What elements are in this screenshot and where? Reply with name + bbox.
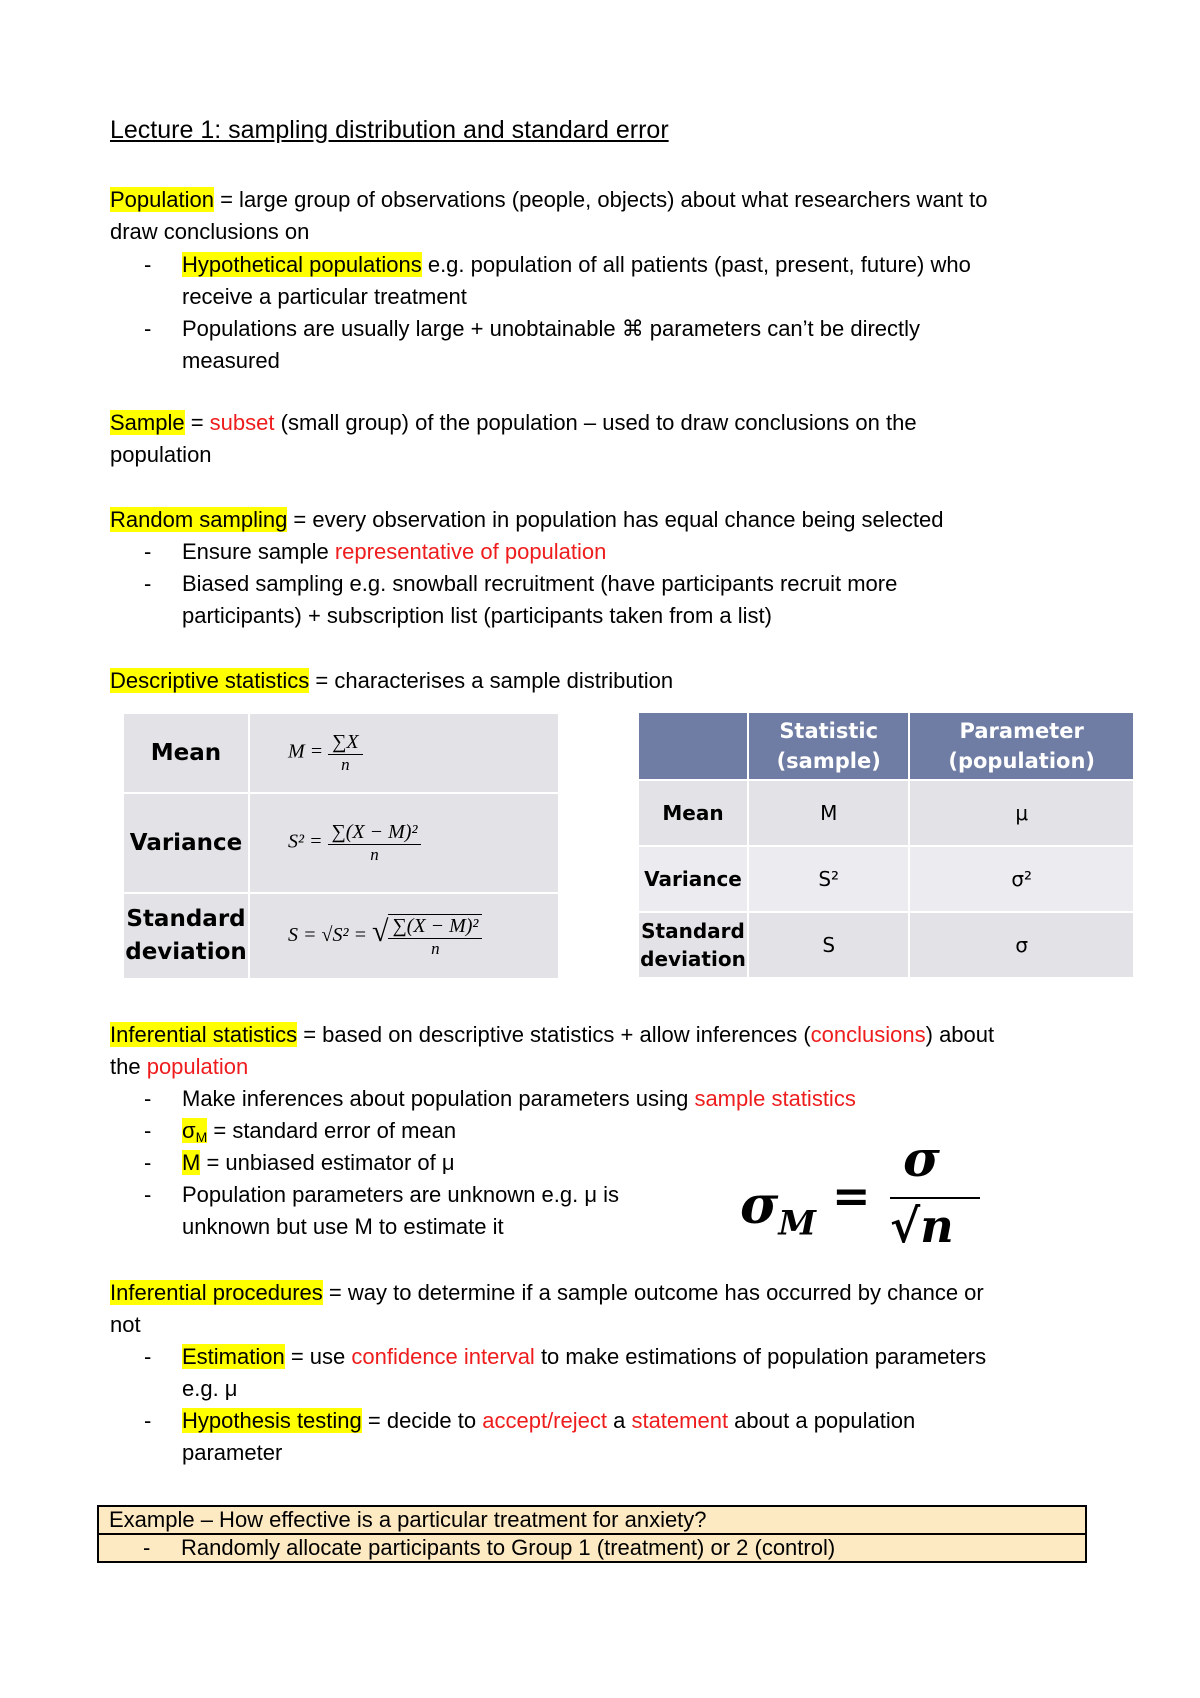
example-heading: Example – How effective is a particular treatment for anxiety? [98, 1506, 1086, 1534]
inferential-procedures-paragraph: Inferential procedures = way to determine if a sample outcome has occurred by chance or not [110, 1280, 984, 1337]
standard-deviation-label: Standard deviation [123, 893, 249, 979]
table-row [123, 893, 559, 979]
list-item: - Hypothesis testing = decide to accept/reject a statement about a population parameter [144, 1408, 916, 1465]
list-item: - M = unbiased estimator of μ [144, 1150, 455, 1175]
header-parameter: Parameter (population) [909, 712, 1134, 780]
random-sampling-term: Random sampling [110, 507, 288, 532]
inferential-statistics-term: Inferential statistics [110, 1022, 298, 1047]
hypothetical-populations-term: Hypothetical populations [182, 252, 422, 277]
statistic-parameter-table [637, 711, 1135, 979]
list-item: - Estimation = use confidence interval to make estimations of population parameters e.g. μ [144, 1344, 987, 1401]
lecture-title: Lecture 1: sampling distribution and standard error [110, 116, 669, 144]
list-item: - Ensure sample representative of population [144, 539, 607, 564]
variance-formula: S² = $\frac{\text{∑(X − M)²}}{n}$ [249, 793, 559, 893]
descriptive-statistics-paragraph: Descriptive statistics = characterises a sample distribution [110, 668, 674, 693]
inferential-procedures-term: Inferential procedures [110, 1280, 323, 1305]
descriptive-statistics-term: Descriptive statistics [110, 668, 310, 693]
list-item: - $\sigma_M$ = standard error of mean [144, 1118, 457, 1145]
header-blank [638, 712, 748, 780]
standard-deviation-formula: S = √S² = √ $\frac{\text{∑(X − M)²}}{n}$ [249, 893, 559, 979]
sample-term: Sample [110, 410, 185, 435]
variance-label: Variance [123, 793, 249, 893]
list-item: - Hypothetical populations e.g. population of all patients (past, present, future) who receive a particular treatment [144, 252, 971, 309]
sample-paragraph: Sample = subset (small group) of the population – used to draw conclusions on the population [110, 410, 917, 467]
table-row: Mean M μ [638, 780, 1134, 846]
sqrt-icon: √ [371, 914, 389, 948]
document-page: Lecture 1: sampling distribution and standard error Population = large group of observations (people, objects) about what researchers want to draw conclusions on - Hypothetical populations e.g. population of all patients (past, present, future) who receive a particular treatment - Populations are usually large + unobtainable ⌘ parameters can’t be directly measured Sample = subset (small group) of the population – used to draw conclusions on the population Random sampling = every observation in population has equal chance being selected - Ensure sample representative of population - Biased sampling e.g. snowball recruitment (have participants recruit more participants) + subscription list (participants taken from a list) Descriptive statistics = characterises a sample distribution Mean M = $\frac{\sum X}{n}$ Variance S² = $\frac{\text{∑(X − M)²}}{n}$ Standard deviation S = √S² = √ $\frac{\text{∑(X − M)²}}{n}$ Statistic (sample) Parameter (population) Mean M μ Variance S² σ² Standard deviation S σ Inferential statistics = based on descriptive statistics + allow inferences (conclusions) about the population - Make inferences about population parameters using sample statistics - $\sigma_M$ = standard error of mean - M = unbiased estimator of μ - Population parameters are unknown e.g. μ is unknown but use M to estimate it $\sigma_M$ = σ √n Inferential procedures = way to determine if a sample outcome has occurred by chance or not - Estimation = use confidence interval to make estimations of population parameters e.g. μ - Hypothesis testing = decide to accept/reject a statement about a population parameter Example – How effective is a particular treatment for anxiety? - Randomly allocate participants to Group 1 (treatment) or 2 (control) [0, 0, 1200, 1698]
table-row: Standard deviation S σ [638, 912, 1134, 978]
table-row [123, 713, 559, 793]
list-item: - Populations are usually large + unobtainable ⌘ parameters can’t be directly measured [144, 316, 921, 373]
list-item: - Biased sampling e.g. snowball recruitment (have participants recruit more participants) + subscription list (participants taken from a list) [144, 571, 898, 628]
table-row [98, 1506, 1086, 1534]
inferential-statistics-paragraph: Inferential statistics = based on descriptive statistics + allow inferences (conclusions) about the population [110, 1022, 995, 1079]
example-box [97, 1505, 1087, 1563]
mean-label: Mean [123, 713, 249, 793]
descriptive-formulas-table [122, 712, 560, 980]
list-item: - Population parameters are unknown e.g. μ is unknown but use M to estimate it [144, 1182, 620, 1239]
table-row: Variance S² σ² [638, 846, 1134, 912]
example-step: - Randomly allocate participants to Group 1 (treatment) or 2 (control) [98, 1534, 1086, 1562]
list-item: - Make inferences about population parameters using sample statistics [144, 1086, 856, 1111]
table-header-row [638, 712, 1134, 780]
header-statistic: Statistic (sample) [748, 712, 909, 780]
population-paragraph: Population = large group of observations (people, objects) about what researchers want to draw conclusions on [110, 187, 988, 244]
mean-formula: M = $\frac{\sum X}{n}$ [249, 713, 559, 793]
population-term: Population [110, 187, 214, 212]
random-sampling-paragraph: Random sampling = every observation in population has equal chance being selected [110, 507, 944, 532]
table-row [98, 1534, 1086, 1562]
table-row [123, 793, 559, 893]
